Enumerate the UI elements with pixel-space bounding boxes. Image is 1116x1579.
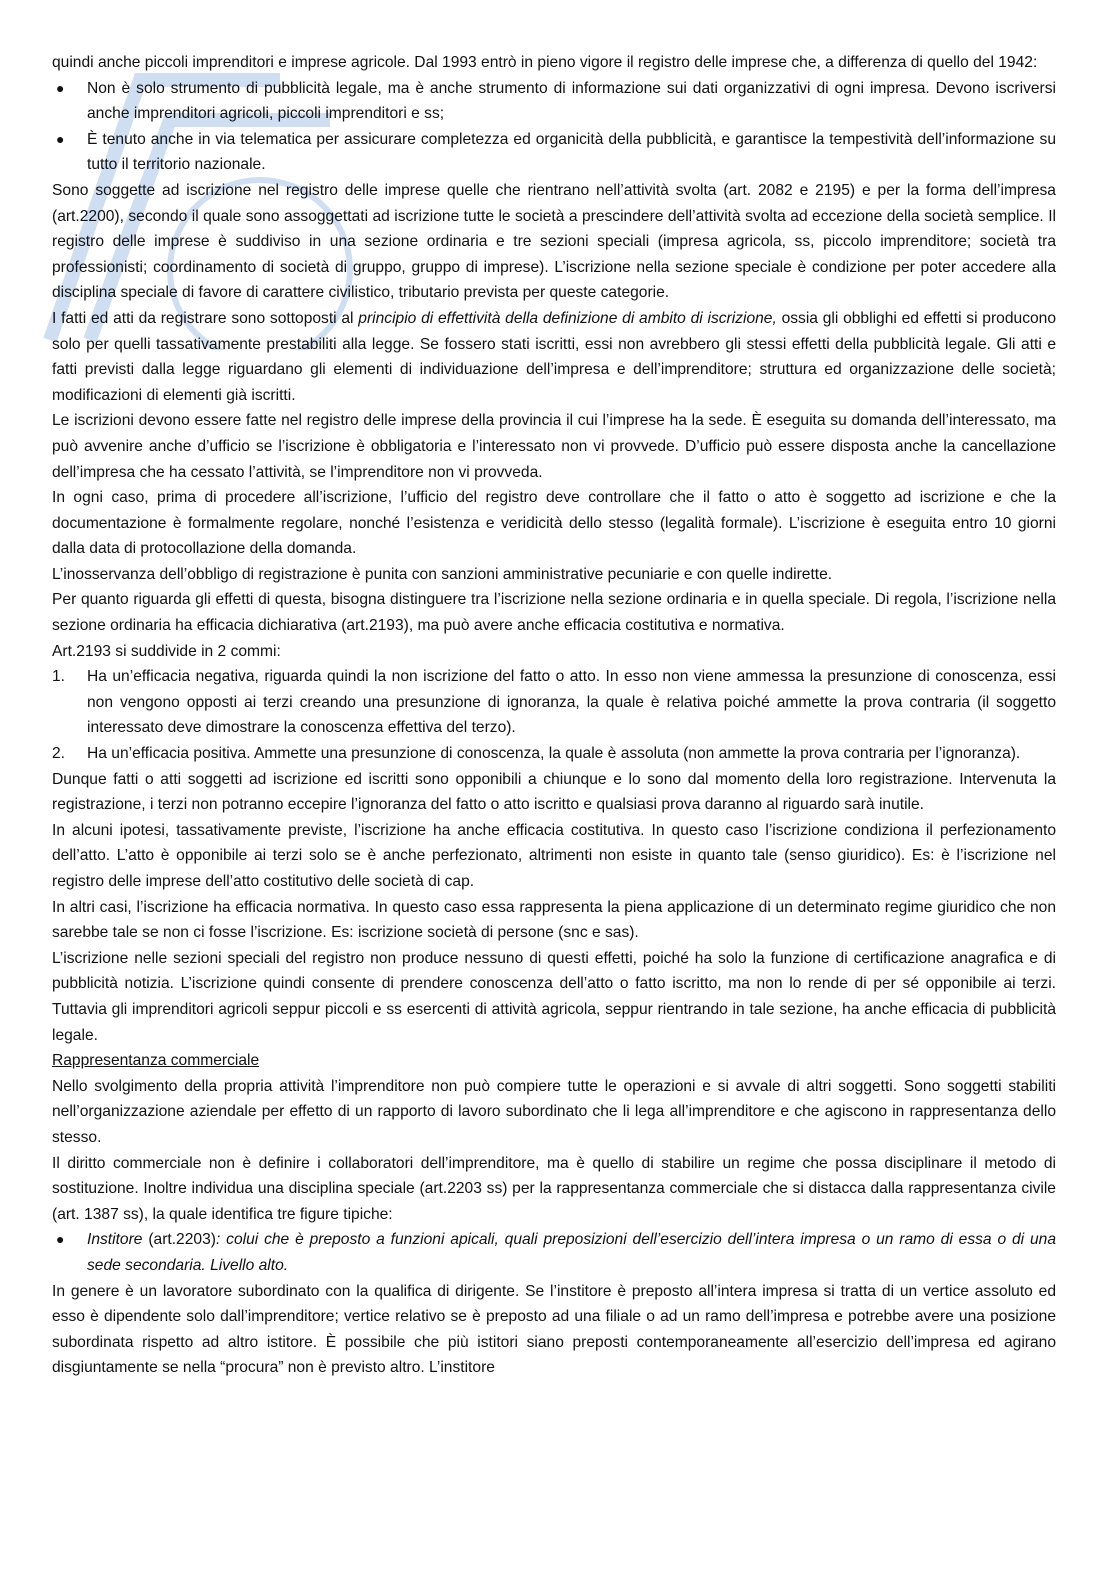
document-page xyxy=(52,50,1056,1381)
list-item: ● È tenuto anche in via telematica per assicurare completezza ed organicità della pubblicità, e garantisce la tempestività dell’informazione su tutto il territorio nazionale. xyxy=(52,127,1056,178)
list-item: 2. Ha un’efficacia positiva. Ammette una presunzione di conoscenza, la quale è assoluta (non ammette la prova contraria per l’ignoranza). xyxy=(52,745,1021,763)
section-heading: Rappresentanza commerciale xyxy=(52,1052,260,1070)
paragraph: I fatti ed atti da registrare sono sottoposti al principio di effettività della definizione di ambito di iscrizione, ossia gli obblighi ed effetti si producono solo per quelli tassativamente prestabiliti alla legge. Se fossero stati iscritti, essi non avrebbero gli stessi effetti della pubblicità legale. Gli atti e fatti previsti dalla legge riguardano gli elementi di individuazione dell’impresa e dell’imprenditore; struttura ed organizzazione delle società; modificazioni di elementi già iscritti. xyxy=(52,309,1057,404)
paragraph: Dunque fatti o atti soggetti ad iscrizione ed iscritti sono opponibili a chiunque e lo sono dal momento della loro registrazione. Intervenuta la registrazione, i terzi non potranno eccepire l’ignoranza del fatto o atto iscritto e qualsiasi prova daranno al riguardo sarà inutile. xyxy=(52,770,1056,814)
paragraph: Nello svolgimento della propria attività l’imprenditore non può compiere tutte le operazioni e si avvale di altri soggetti. Sono soggetti stabiliti nell’organizzazione aziendale per effetto di un rapporto di lavoro subordinato che li lega all’imprenditore e che agiscono in rappresentanza dello stesso. xyxy=(52,1077,1056,1146)
paragraph: Sono soggette ad iscrizione nel registro delle imprese quelle che rientrano nell’attività svolta (art. 2082 e 2195) e per la forma dell’impresa (art.2200), secondo il quale sono assoggettati ad iscrizione tutte le società a prescindere dell’attività svolta ad eccezione della società semplice. Il registro delle imprese è suddiviso in una sezione ordinaria e tre sezioni speciali (impresa agricola, ss, piccolo imprenditore; società tra professionisti; coordinamento di società di gruppo, gruppo di imprese). L’iscrizione nella sezione speciale è condizione per poter accedere alla disciplina speciale di favore di carattere civilistico, tributario prevista per queste categorie. xyxy=(52,181,1056,302)
paragraph: L’inosservanza dell’obbligo di registrazione è punita con sanzioni amministrative pecuniarie e con quelle indirette. xyxy=(52,565,833,583)
paragraph: In alcuni ipotesi, tassativamente previste, l’iscrizione ha anche efficacia costitutiva. In questo caso l’iscrizione condiziona il perfezionamento dell’atto. L’atto è opponibile ai terzi solo se è anche perfezionato, altrimenti non esiste in quanto tale (senso giuridico). Es: è l’iscrizione nel registro delle imprese dell’atto costitutivo delle società di cap. xyxy=(52,821,1056,890)
list-item: ● Institore (art.2203): colui che è preposto a funzioni apicali, quali preposizioni dell’esercizio dell’intera impresa o un ramo di essa o di una sede secondaria. Livello alto. xyxy=(52,1227,1056,1278)
paragraph: In altri casi, l’iscrizione ha efficacia normativa. In questo caso essa rappresenta la piena applicazione di un determinato regime giuridico che non sarebbe tale se non ci fosse l’iscrizione. Es: iscrizione società di persone (snc e sas). xyxy=(52,898,1056,942)
paragraph: L’iscrizione nelle sezioni speciali del registro non produce nessuno di questi effetti, poiché ha solo la funzione di certificazione anagrafica e di pubblicità notizia. L’iscrizione quindi consente di prendere conoscenza dell’atto o fatto iscritto, ma non lo rende di per sé opponibile ai terzi. Tuttavia gli imprenditori agricoli seppur piccoli e ss esercenti di attività agricola, seppur rientrando in tale sezione, ha anche efficacia di pubblicità legale. xyxy=(52,949,1056,1044)
paragraph: Le iscrizioni devono essere fatte nel registro delle imprese della provincia il cui l’imprese ha la sede. È eseguita su domanda dell’interessato, ma può avvenire anche d’ufficio se l’iscrizione è obbligatoria e l’interessato non vi provvede. D’ufficio può essere disposta anche la cancellazione dell’impresa che ha cessato l’attività, se l’imprenditore non vi provveda. xyxy=(52,412,1056,481)
bullet-icon: ● xyxy=(56,1231,65,1248)
paragraph: Il diritto commerciale non è definire i collaboratori dell’imprenditore, ma è quello di stabilire un regime che possa disciplinare il metodo di sostituzione. Inoltre individua una disciplina speciale (art.2203 ss) per la rappresentanza commerciale che si distacca dalla rappresentanza civile (art. 1387 ss), la quale identifica tre figure tipiche: xyxy=(52,1154,1056,1223)
list-item: ● Non è solo strumento di pubblicità legale, ma è anche strumento di informazione sui dati organizzativi di ogni impresa. Devono iscriversi anche imprenditori agricoli, piccoli imprenditori e ss; xyxy=(52,76,1056,127)
list-item: 1. Ha un’efficacia negativa, riguarda quindi la non iscrizione del fatto o atto. In esso non viene ammessa la presunzione di conoscenza, essi non vengono opposti ai terzi creando una presunzione di ignoranza, la quale è relativa poiché ammette la prova contraria (il soggetto interessato deve dimostrare la conoscenza effettiva del terzo). xyxy=(52,668,1056,737)
paragraph: In ogni caso, prima di procedere all’iscrizione, l’ufficio del registro deve controllare che il fatto o atto è soggetto ad iscrizione e che la documentazione è formalmente regolare, nonché l’esistenza e veridicità dello stesso (legalità formale). L’iscrizione è eseguita entro 10 giorni dalla data di protocollazione della domanda. xyxy=(52,489,1056,558)
paragraph: quindi anche piccoli imprenditori e imprese agricole. Dal 1993 entrò in pieno vigore il registro delle imprese che, a differenza di quello del 1942: xyxy=(52,54,1038,71)
paragraph: Per quanto riguarda gli effetti di questa, bisogna distinguere tra l’iscrizione nella sezione ordinaria e in quella speciale. Di regola, l’iscrizione nella sezione ordinaria ha efficacia dichiarativa (art.2193), ma può avere anche efficacia costitutiva e normativa. xyxy=(52,591,1056,635)
paragraph: Art.2193 si suddivide in 2 commi: xyxy=(52,642,281,660)
numbered-list xyxy=(52,664,1056,766)
bullet-icon: ● xyxy=(56,130,65,147)
bullet-icon: ● xyxy=(56,79,65,96)
paragraph: In genere è un lavoratore subordinato con la qualifica di dirigente. Se l’institore è preposto all’intera impresa si tratta di un vertice assoluto ed esso è dipendente solo dall’imprenditore; vertice relativo se è preposto ad una filiale o ad un ramo dell’impresa e potrebbe avere una posizione subordinata rispetto ad altro istitore. È possibile che più istitori siano preposti contemporaneamente all’esercizio dell’impresa ed agirano disgiuntamente se nella “procura” non è previsto altro. L’institore xyxy=(52,1282,1056,1377)
bullet-list xyxy=(52,76,1056,178)
bullet-list xyxy=(52,1227,1056,1278)
